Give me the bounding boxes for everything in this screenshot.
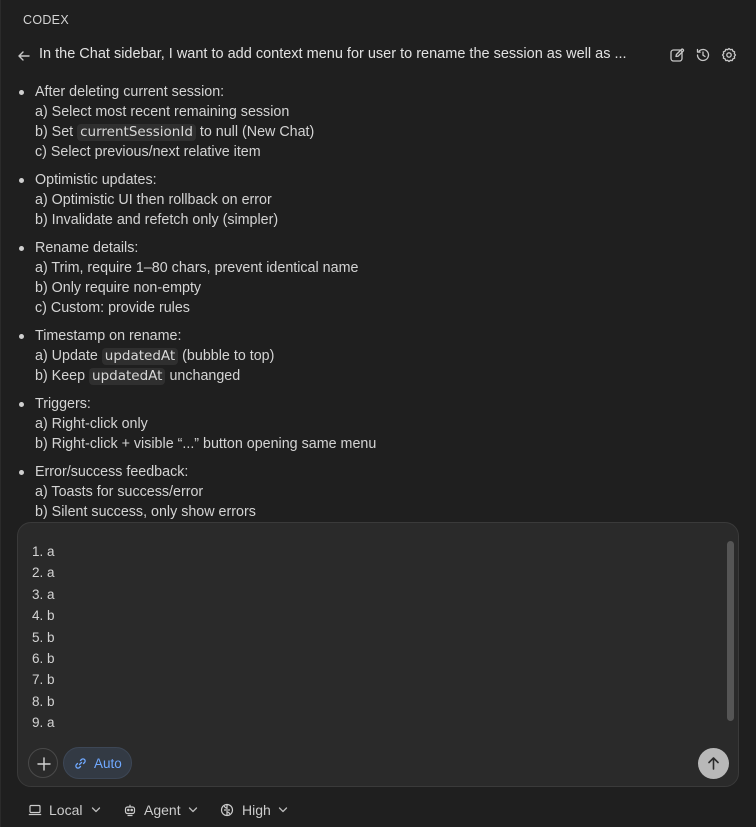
brain-icon — [220, 803, 234, 817]
question-option: a) Select most recent remaining session — [35, 104, 290, 120]
answer-line: 1. a — [32, 544, 55, 559]
answer-line: 5. b — [32, 629, 55, 645]
plus-icon — [29, 749, 59, 779]
new-chat-icon[interactable] — [669, 47, 685, 63]
answer-line: 2. a — [32, 565, 55, 581]
agent-selector[interactable] — [123, 800, 203, 820]
question-option: a) Right-click only — [35, 416, 148, 432]
laptop-icon — [28, 803, 42, 817]
question-item — [1, 170, 376, 230]
environment-label: Local — [49, 802, 83, 818]
question-title: Error/success feedback: — [35, 464, 189, 480]
arrow-left-icon[interactable] — [17, 49, 31, 63]
inline-code: updatedAt — [102, 348, 178, 365]
composer-scrollbar[interactable] — [727, 541, 734, 721]
inline-code: updatedAt — [89, 368, 165, 385]
approval-mode-label: Auto — [94, 756, 122, 771]
question-option — [35, 346, 376, 366]
chevron-down-icon — [91, 806, 101, 814]
reasoning-selector[interactable] — [220, 800, 294, 820]
arrow-up-icon — [705, 755, 722, 772]
option-text: b) Keep — [35, 368, 90, 384]
question-item — [1, 394, 376, 454]
agent-label: Agent — [144, 802, 181, 818]
answer-line: 3. a — [32, 586, 55, 602]
question-option: c) Select previous/next relative item — [35, 144, 261, 160]
option-text: b) Set — [35, 124, 78, 140]
question-list — [1, 82, 376, 520]
question-option: b) Right-click + visible “...” button opening same menu — [35, 436, 377, 452]
option-text: unchanged — [165, 368, 241, 384]
question-title: Optimistic updates: — [35, 172, 157, 188]
answer-line: 9. a — [32, 715, 55, 731]
inline-code: currentSessionId — [77, 124, 196, 141]
composer[interactable] — [17, 522, 739, 787]
question-option: a) Optimistic UI then rollback on error — [35, 192, 272, 208]
chevron-down-icon — [278, 806, 288, 814]
settings-icon[interactable] — [721, 47, 737, 63]
answer-line: 6. b — [32, 650, 55, 666]
question-option: a) Toasts for success/error — [35, 484, 204, 500]
option-text: to null (New Chat) — [195, 124, 315, 140]
option-text: a) Update — [35, 348, 102, 364]
answer-line: 4. b — [32, 608, 55, 624]
chevron-down-icon — [188, 806, 198, 814]
answer-line: 8. b — [32, 693, 55, 709]
send-button[interactable] — [698, 748, 729, 779]
message-content — [1, 78, 756, 520]
question-option — [35, 122, 376, 142]
question-item — [1, 238, 376, 318]
question-option — [35, 366, 376, 386]
link-icon — [74, 757, 87, 770]
question-title: Rename details: — [35, 240, 139, 256]
question-option: b) Invalidate and refetch only (simpler) — [35, 212, 279, 228]
question-title: Triggers: — [35, 396, 91, 412]
robot-icon — [123, 803, 137, 817]
composer-input[interactable] — [32, 541, 55, 734]
panel-title: CODEX — [23, 13, 69, 27]
reasoning-label: High — [242, 802, 271, 818]
question-option: b) Only require non-empty — [35, 280, 202, 296]
composer-footer — [1, 796, 756, 824]
answer-line: 7. b — [32, 672, 55, 688]
question-item — [1, 462, 376, 520]
question-item — [1, 82, 376, 162]
environment-selector[interactable] — [28, 800, 104, 820]
history-icon[interactable] — [695, 47, 711, 63]
question-option: a) Trim, require 1–80 chars, prevent identical name — [35, 260, 359, 276]
question-title: Timestamp on rename: — [35, 328, 182, 344]
add-attachment-button[interactable] — [28, 748, 58, 778]
option-text: (bubble to top) — [178, 348, 275, 364]
thread-header — [1, 40, 756, 72]
question-option: b) Silent success, only show errors — [35, 504, 256, 520]
question-option: c) Custom: provide rules — [35, 300, 190, 316]
question-item — [1, 326, 376, 386]
question-title: After deleting current session: — [35, 84, 225, 100]
thread-title: In the Chat sidebar, I want to add context menu for user to rename the session as well as ... — [39, 46, 627, 62]
approval-mode-button[interactable] — [63, 747, 132, 779]
